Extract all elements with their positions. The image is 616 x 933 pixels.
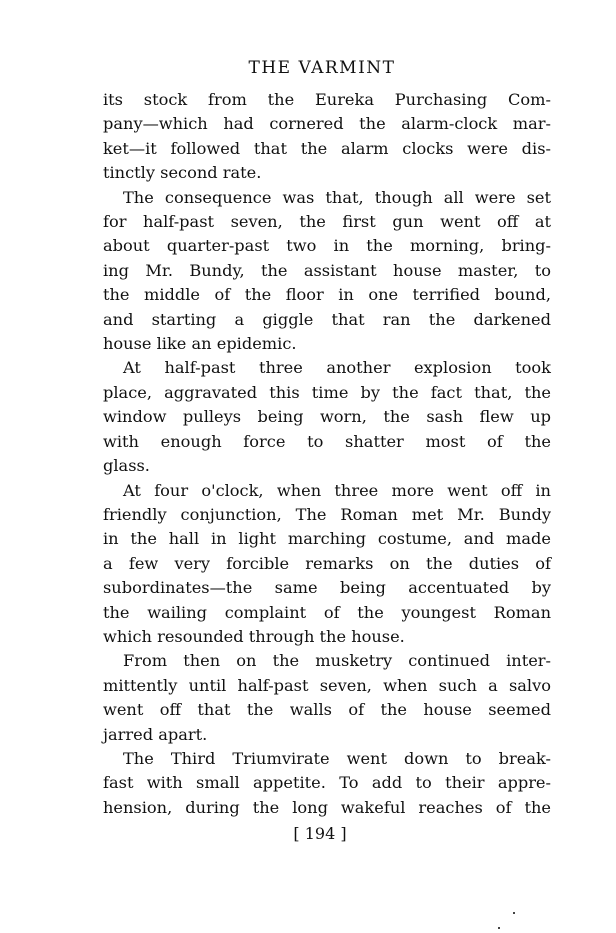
text-line: the middle of the floor in one terrified bound, [103,285,551,305]
text-line: window pulleys being worn, the sash flew up [103,407,551,427]
text-line: ket—it followed that the alarm clocks were dis- [103,138,551,158]
paragraph-6 [103,747,551,820]
paragraph-2 [103,186,551,357]
text-line: went off that the walls of the house seemed [103,700,551,720]
text-line: From then on the musketry continued inter- [123,651,551,671]
text-line: and starting a giggle that ran the darkened [103,309,551,329]
text-line: glass. [103,456,150,476]
text-line: a few very forcible remarks on the duties of [103,553,551,573]
text-line: friendly conjunction, The Roman met Mr. Bundy [103,504,551,524]
text-line: At half-past three another explosion took [123,358,551,378]
text-line: the wailing complaint of the youngest Roman [103,602,551,622]
text-line: pany—which had cornered the alarm-clock mar- [103,114,551,134]
text-line: house like an epidemic. [103,334,297,354]
text-line: for half-past seven, the first gun went off at [103,212,551,232]
text-line: subordinates—the same being accentuated by [103,578,551,598]
text-line: ing Mr. Bundy, the assistant house master, to [103,260,551,280]
paragraph-3 [103,356,551,478]
text-line: with enough force to shatter most of the [103,431,551,451]
text-line: mittently until half-past seven, when such a salvo [103,675,551,695]
text-line: its stock from the Eureka Purchasing Com- [103,90,551,109]
body-text [103,88,551,820]
text-line: The Third Triumvirate went down to break- [123,748,551,768]
text-line: in the hall in light marching costume, and made [103,529,551,549]
text-line: place, aggravated this time by the fact that, the [103,382,551,402]
text-line: The consequence was that, though all were set [123,187,551,207]
text-line: hension, during the long wakeful reaches of the [103,797,551,817]
text-line: At four o'clock, when three more went off in [123,480,551,500]
text-line: about quarter-past two in the morning, bring- [103,236,551,256]
scan-speck [513,912,515,914]
text-line: which resounded through the house. [103,626,405,646]
page-number: [ 194 ] [293,824,347,843]
running-head: THE VARMINT [248,58,396,78]
text-line: tinctly second rate. [103,163,262,183]
scan-speck [498,927,500,929]
text-line: jarred apart. [103,724,208,744]
paragraph-1 [103,88,551,186]
paragraph-4 [103,479,551,650]
paragraph-5 [103,649,551,747]
text-line: fast with small appetite. To add to their appre- [103,773,551,793]
